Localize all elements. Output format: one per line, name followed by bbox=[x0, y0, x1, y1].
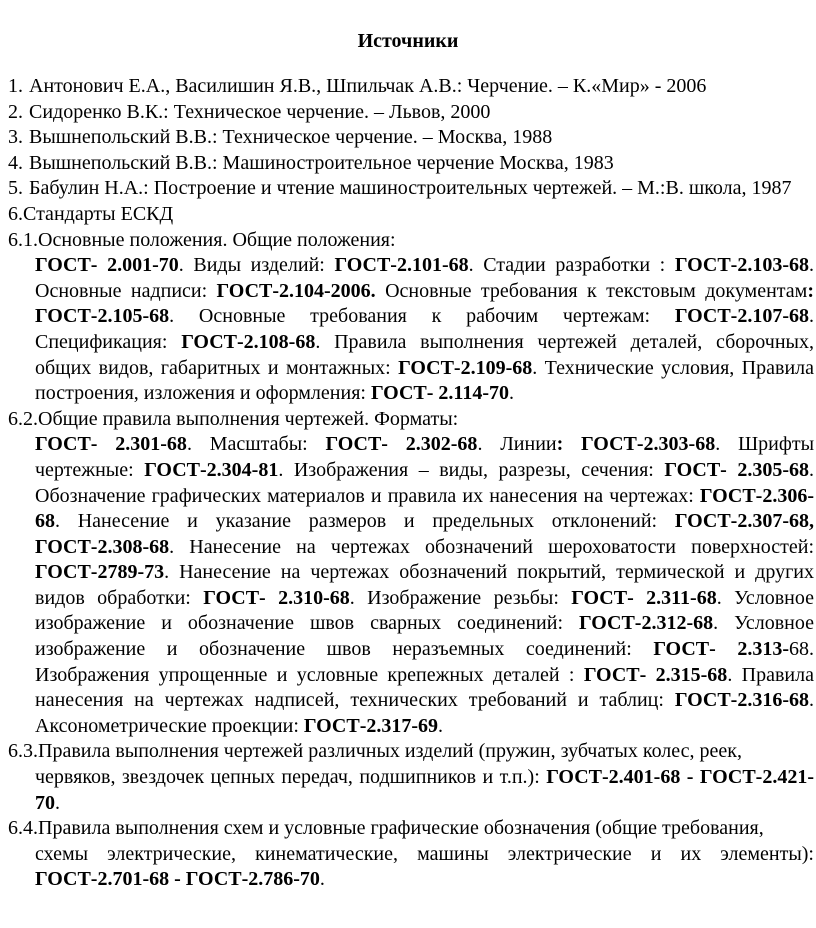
gost-standard-code: ГОСТ-2.307-68, ГОСТ-2.308-68 bbox=[35, 510, 814, 558]
reference-number: 2. bbox=[8, 100, 23, 123]
reference-number: 5. bbox=[8, 177, 23, 200]
body-text: . Нанесение и указание размеров и предельных отклонений: bbox=[55, 510, 675, 533]
body-text: . Нанесение на чертежах обозначений шероховатости поверхностей: bbox=[169, 535, 814, 558]
gost-standard-code: ГОСТ-2.316-68 bbox=[674, 689, 809, 712]
gost-standard-code: ГОСТ-2.108-68 bbox=[181, 330, 316, 353]
subsection-body bbox=[8, 253, 814, 407]
body-text: . Изображения – виды, разрезы, сечения: bbox=[278, 458, 665, 481]
subsection-heading: 6.2.Общие правила выполнения чертежей. Форматы: bbox=[8, 407, 459, 430]
reference-number: 4. bbox=[8, 151, 23, 174]
gost-standard-code: : ГОСТ-2.303-68 bbox=[556, 433, 716, 456]
gost-standard-code: ГОСТ-2.306-68 bbox=[35, 484, 814, 533]
reference-text: Вышнепольский В.В.: Машиностроительное черчение Москва, 1983 bbox=[29, 151, 614, 174]
gost-standard-code: ГОСТ-2.401-68 - ГОСТ-2.421-70 bbox=[35, 766, 815, 814]
body-text: . Технические условия, Правила построения, изложения и оформления: bbox=[35, 356, 815, 405]
body-text: . Виды изделий: bbox=[178, 254, 335, 277]
body-text: . Условное изображение и обозначение швов сварных соединений: bbox=[35, 586, 814, 635]
body-text: Основные требования к текстовым документам bbox=[375, 279, 808, 302]
reference-item bbox=[8, 125, 814, 151]
reference-item bbox=[8, 74, 814, 100]
reference-text: Антонович Е.А., Василишин Я.В., Шпильчак А.В.: Черчение. – К.«Мир» - 2006 bbox=[29, 75, 707, 97]
body-text: . Масштабы: bbox=[186, 433, 326, 456]
gost-standard-code: ГОСТ- 2.001-70 bbox=[35, 254, 179, 277]
body-text: схемы электрические, кинематические, машины электрические и их элементы): bbox=[35, 842, 814, 865]
reference-item bbox=[8, 176, 814, 202]
gost-standard-code: ГОСТ- 2.305-68 bbox=[664, 458, 809, 481]
gost-standard-code: ГОСТ-2789-73 bbox=[35, 561, 165, 584]
reference-text: Бабулин Н.А.: Построение и чтение машиностроительных чертежей. – М.:В. школа, 1987 bbox=[29, 177, 792, 200]
body-text: . bbox=[438, 714, 444, 737]
subsection-heading: 6.1.Основные положения. Общие положения: bbox=[8, 228, 396, 251]
body-text: . bbox=[55, 791, 60, 814]
gost-standard-code: ГОСТ- 2.311-68 bbox=[571, 586, 717, 609]
reference-list bbox=[8, 74, 814, 893]
body-text: . Основные надписи: bbox=[35, 254, 814, 302]
body-text: . Нанесение на чертежах обозначений покрытий, термической и других видов обработки: bbox=[35, 561, 814, 609]
body-text: . Правила выполнения чертежей деталей, сборочных, общих видов, габаритных и монтажных: bbox=[35, 330, 814, 379]
gost-standard-code: ГОСТ- 2.310-68 bbox=[203, 586, 350, 609]
reference-item bbox=[8, 100, 814, 126]
body-text: . bbox=[508, 382, 514, 405]
gost-standard-code: ГОСТ- 2.301-68 bbox=[35, 433, 187, 456]
gost-standard-code: ГОСТ-2.101-68 bbox=[334, 254, 469, 277]
body-text: . Стадии разработки : bbox=[468, 254, 675, 277]
body-text: . bbox=[319, 868, 325, 891]
gost-standard-code: ГОСТ-2.104-2006. bbox=[216, 279, 376, 302]
body-text: . Условное изображение и обозначение швов неразъемных соединений: bbox=[35, 612, 814, 661]
gost-standard-code: ГОСТ-2.103-68 bbox=[674, 254, 809, 277]
body-text: червяков, звездочек цепных передач, подшипников и т.п.): bbox=[35, 766, 547, 789]
gost-standard-code: ГОСТ- 2.315-68 bbox=[583, 663, 728, 686]
gost-standard-code: ГОСТ-2.317-69 bbox=[303, 714, 439, 737]
gost-standard-code: ГОСТ-2.109-68 bbox=[398, 356, 533, 379]
body-text: . Спецификация: bbox=[35, 305, 814, 353]
page-title: Источники bbox=[357, 30, 459, 52]
subsection-body bbox=[8, 432, 814, 739]
section-heading: 6.Стандарты ЕСКД bbox=[8, 202, 174, 225]
body-text: . Шрифты чертежные: bbox=[35, 433, 815, 481]
subsection-body bbox=[8, 765, 814, 816]
subsection-heading: 6.3.Правила выполнения чертежей различных изделий (пружин, зубчатых колес, реек, bbox=[8, 740, 743, 763]
reference-number: 3. bbox=[8, 126, 23, 149]
reference-item bbox=[8, 151, 814, 177]
subsection-body bbox=[8, 842, 814, 893]
gost-standard-code: ГОСТ-2.107-68 bbox=[674, 305, 809, 328]
reference-text: Сидоренко В.К.: Техническое черчение. – Львов, 2000 bbox=[29, 100, 491, 123]
reference-text: Вышнепольский В.В.: Техническое черчение. – Москва, 1988 bbox=[29, 126, 553, 149]
gost-standard-code: ГОСТ- 2.114-70 bbox=[370, 382, 509, 405]
gost-standard-code: ГОСТ-2.312-68 bbox=[578, 612, 714, 635]
body-text: . Линии bbox=[477, 433, 557, 456]
body-text: 68. Изображения упрощенные и условные крепежных деталей : bbox=[35, 638, 814, 686]
body-text: . Аксонометрические проекции: bbox=[35, 689, 814, 737]
body-text: . Правила нанесения на чертежах надписей, технических требований и таблиц: bbox=[35, 663, 814, 712]
subsection-heading: 6.4.Правила выполнения схем и условные графические обозначения (общие требования, bbox=[8, 817, 764, 840]
gost-standard-code: ГОСТ- 2.313- bbox=[653, 638, 789, 661]
gost-standard-code: ГОСТ-2.304-81 bbox=[144, 458, 279, 481]
gost-standard-code: ГОСТ-2.701-68 - ГОСТ-2.786-70 bbox=[35, 868, 320, 891]
body-text: . Изображение резьбы: bbox=[349, 586, 572, 609]
body-text: . Основные требования к рабочим чертежам: bbox=[169, 305, 675, 328]
reference-number: 1. bbox=[8, 75, 23, 97]
body-text: . Обозначение графических материалов и правила их нанесения на чертежах: bbox=[35, 458, 814, 507]
gost-standard-code: ГОСТ- 2.302-68 bbox=[325, 433, 478, 456]
gost-standard-code: : ГОСТ-2.105-68 bbox=[35, 279, 814, 328]
